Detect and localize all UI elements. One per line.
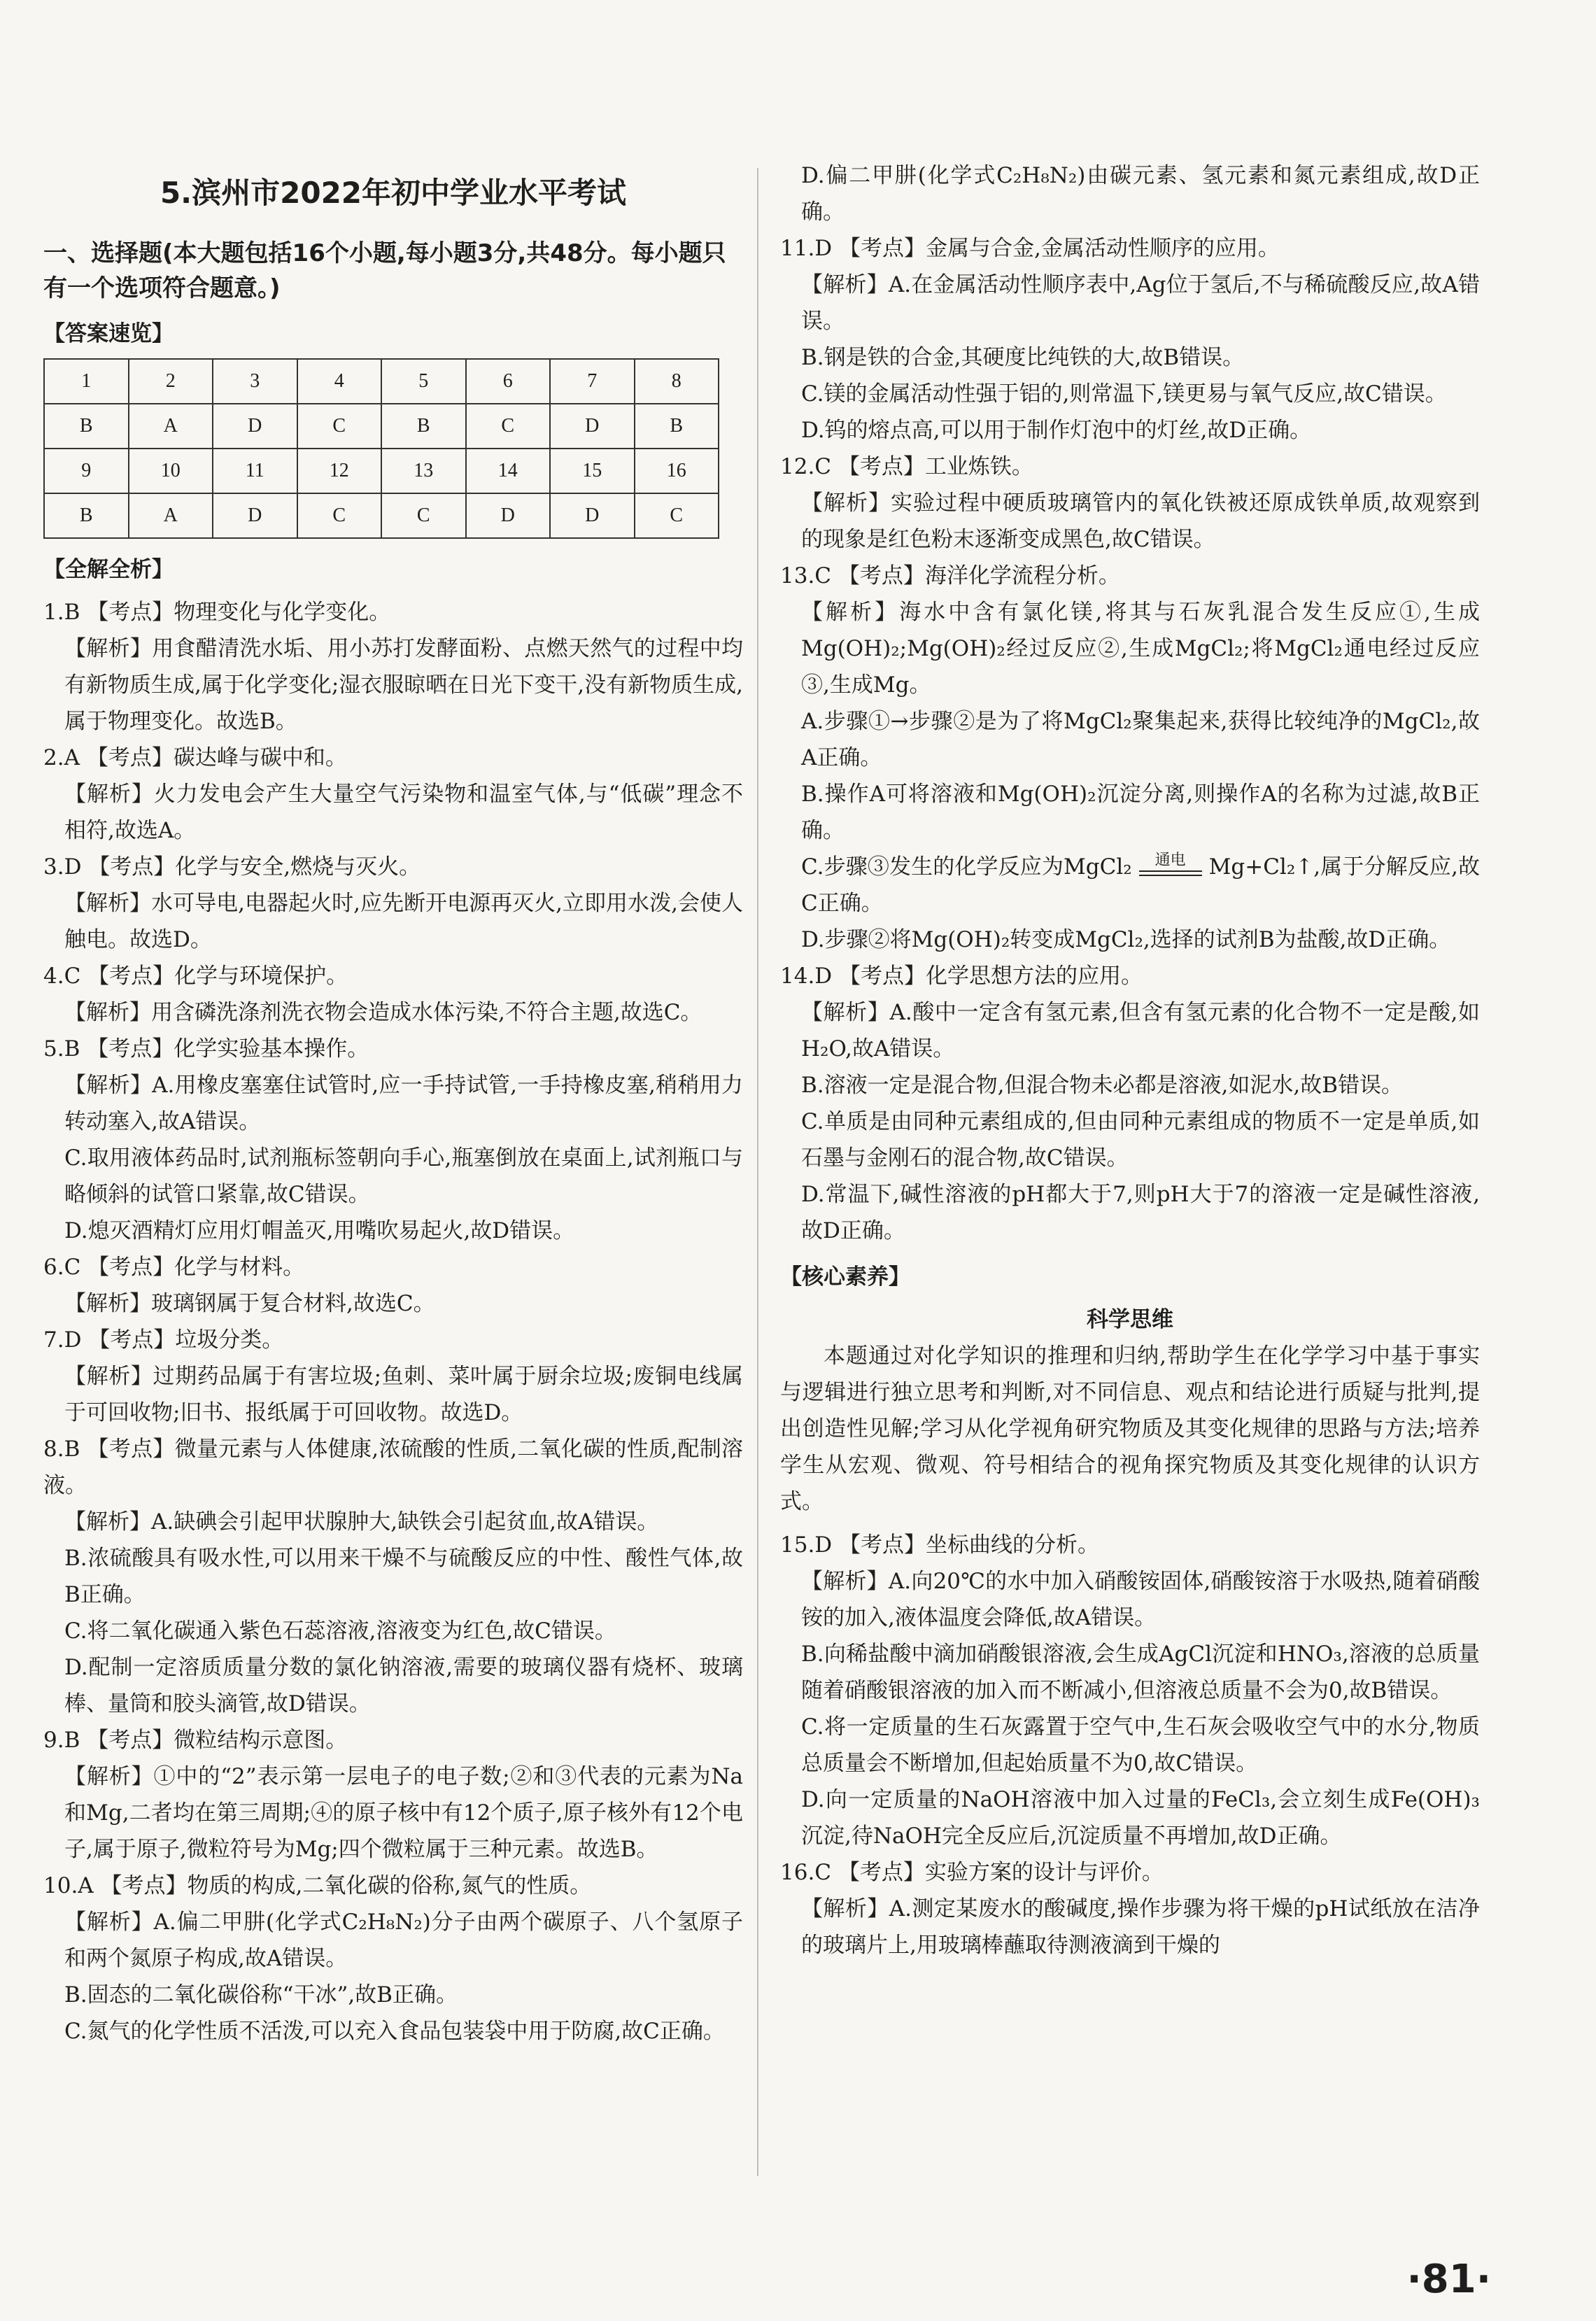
analysis-text: B.浓硫酸具有吸水性,可以用来干燥不与硫酸反应的中性、酸性气体,故B正确。 [64,1546,743,1607]
analysis-text: 【解析】A.缺碘会引起甲状腺肿大,缺铁会引起贫血,故A错误。 [64,1509,659,1535]
answer-row [44,493,719,538]
analysis-text: 【解析】A.向20℃的水中加入硝酸铵固体,硝酸铵溶于水吸热,随着硝酸铵的加入,液体温度会降低,故A错误。 [801,1569,1480,1630]
answer-cell: C [297,493,382,538]
answer-cell: 2 [129,359,213,404]
answer-cell: 7 [550,359,635,404]
core-literacy-tag: 【核心素养】 [780,1264,910,1290]
question-heading: 6.C 【考点】化学与材料。 [43,1255,305,1280]
analysis-text: D.常温下,碱性溶液的pH都大于7,则pH大于7的溶液一定是碱性溶液,故D正确。 [801,1182,1480,1243]
answer-cell: 8 [635,359,719,404]
answer-overview-tag: 【答案速览】 [43,321,174,346]
question-heading: 9.B 【考点】微粒结构示意图。 [43,1728,348,1753]
answer-cell: D [550,404,635,449]
answer-cell: 12 [297,449,382,493]
exam-title: 5.滨州市2022年初中学业水平考试 [160,176,627,210]
answer-cell: C [297,404,382,449]
analysis-text: D.向一定质量的NaOH溶液中加入过量的FeCl₃,会立刻生成Fe(OH)₃沉淀,待NaOH完全反应后,沉淀质量不再增加,故D正确。 [801,1787,1480,1849]
analysis-text: D.钨的熔点高,可以用于制作灯泡中的灯丝,故D正确。 [801,418,1312,443]
answer-cell: 16 [635,449,719,493]
answer-cell: B [381,404,466,449]
analysis-text: 【解析】过期药品属于有害垃圾;鱼刺、菜叶属于厨余垃圾;废铜电线属于可回收物;旧书、报纸属于可回收物。故选D。 [64,1364,743,1425]
question-heading: 15.D 【考点】坐标曲线的分析。 [780,1532,1100,1558]
full-analysis-tag: 【全解全析】 [43,557,174,582]
answer-row [44,449,719,493]
analysis-text: 【解析】A.偏二甲肼(化学式C₂H₈N₂)分子由两个碳原子、八个氢原子和两个氮原子构成,故A错误。 [64,1910,743,1971]
analysis-text: 【解析】实验过程中硬质玻璃管内的氧化铁被还原成铁单质,故观察到的现象是红色粉末逐渐变成黑色,故C错误。 [801,491,1480,552]
question-heading: 10.A 【考点】物质的构成,二氧化碳的俗称,氮气的性质。 [43,1873,592,1898]
answer-cell: 6 [466,359,551,404]
answer-cell: 14 [466,449,551,493]
reaction-arrow [1139,852,1202,884]
core-title: 科学思维 [1087,1307,1173,1332]
analysis-text: 【解析】A.在金属活动性顺序表中,Ag位于氢后,不与稀硫酸反应,故A错误。 [801,272,1480,334]
answer-cell: 4 [297,359,382,404]
question-heading: 14.D 【考点】化学思想方法的应用。 [780,964,1143,989]
right-analysis-c [780,1527,1480,1963]
answer-cell: 13 [381,449,466,493]
question-heading: 4.C 【考点】化学与环境保护。 [43,964,348,989]
analysis-text: C.将二氧化碳通入紫色石蕊溶液,溶液变为红色,故C错误。 [64,1618,616,1644]
analysis-text: 【解析】海水中含有氯化镁,将其与石灰乳混合发生反应①,生成Mg(OH)₂;Mg(OH)₂经过反应②,生成MgCl₂;将MgCl₂通电经过反应③,生成Mg。 [801,600,1480,698]
answer-cell: D [213,493,297,538]
answer-cell: B [635,404,719,449]
answer-cell: 9 [44,449,129,493]
answer-cell: D [466,493,551,538]
analysis-text: B.钢是铁的合金,其硬度比纯铁的大,故B错误。 [801,345,1245,370]
question-heading: 8.B 【考点】微量元素与人体健康,浓硫酸的性质,二氧化碳的性质,配制溶液。 [43,1437,743,1498]
right-column [780,157,1480,1963]
analysis-text: B.向稀盐酸中滴加硝酸银溶液,会生成AgCl沉淀和HNO₃,溶液的总质量随着硝酸银溶液的加入而不断减小,但溶液总质量不会为0,故B错误。 [801,1642,1480,1703]
analysis-text: 【解析】用食醋清洗水垢、用小苏打发酵面粉、点燃天然气的过程中均有新物质生成,属于化学变化;湿衣服晾晒在日光下变干,没有新物质生成,属于物理变化。故选B。 [64,636,744,734]
analysis-text: 【解析】火力发电会产生大量空气污染物和温室气体,与“低碳”理念不相符,故选A。 [64,782,743,843]
analysis-text: B.固态的二氧化碳俗称“干冰”,故B正确。 [64,1982,458,2008]
answer-cell: 5 [381,359,466,404]
question-heading: 5.B 【考点】化学实验基本操作。 [43,1036,369,1061]
analysis-text: C.将一定质量的生石灰露置于空气中,生石灰会吸收空气中的水分,物质总质量会不断增加,但起始质量不为0,故C错误。 [801,1714,1480,1776]
analysis-text: D.步骤②将Mg(OH)₂转变成MgCl₂,选择的试剂B为盐酸,故D正确。 [801,927,1451,952]
analysis-text: 【解析】A.酸中一定含有氢元素,但含有氢元素的化合物不一定是酸,如H₂O,故A错误。 [801,1000,1480,1061]
right-analysis-a [780,157,1480,849]
page-number: ·81· [1406,2257,1491,2302]
question-heading: 1.B 【考点】物理变化与化学变化。 [43,600,391,625]
answer-cell: 1 [44,359,129,404]
answer-cell: 15 [550,449,635,493]
answer-table [43,358,719,539]
analysis-text: B.溶液一定是混合物,但混合物未必都是溶液,如泥水,故B错误。 [801,1073,1403,1098]
analysis-text: D.配制一定溶质质量分数的氯化钠溶液,需要的玻璃仪器有烧杯、玻璃棒、量筒和胶头滴管,故D错误。 [64,1655,743,1716]
question-heading: 16.C 【考点】实验方案的设计与评价。 [780,1860,1164,1885]
answer-cell: D [213,404,297,449]
question-heading: 2.A 【考点】碳达峰与碳中和。 [43,745,347,770]
question-heading: 13.C 【考点】海洋化学流程分析。 [780,563,1120,588]
answer-cell: C [381,493,466,538]
answer-row [44,359,719,404]
analysis-text: 【解析】水可导电,电器起火时,应先断开电源再灭火,立即用水泼,会使人触电。故选D。 [64,891,743,952]
analysis-text: A.步骤①→步骤②是为了将MgCl₂聚集起来,获得比较纯净的MgCl₂,故A正确。 [801,709,1480,770]
answer-cell: C [635,493,719,538]
analysis-text: 【解析】A.用橡皮塞塞住试管时,应一手持试管,一手持橡皮塞,稍稍用力转动塞入,故A错误。 [64,1073,743,1134]
equation-line: C.步骤③发生的化学反应为MgCl₂ 通电 Mg+Cl₂↑,属于分解反应,故C正确。 [801,851,1480,916]
analysis-text: 【解析】①中的“2”表示第一层电子的电子数;②和③代表的元素为Na和Mg,二者均在第三周期;④的原子核中有12个质子,原子核外有12个电子,属于原子,微粒符号为Mg;四个微粒属于三种元素。故选B。 [64,1764,743,1862]
question-heading: 7.D 【考点】垃圾分类。 [43,1327,284,1353]
analysis-text: B.操作A可将溶液和Mg(OH)₂沉淀分离,则操作A的名称为过滤,故B正确。 [801,782,1480,843]
left-analysis [43,594,743,2050]
analysis-text: D.熄灭酒精灯应用灯帽盖灭,用嘴吹易起火,故D错误。 [64,1218,575,1243]
answer-cell: A [129,404,213,449]
answer-cell: C [466,404,551,449]
answer-cell: A [129,493,213,538]
analysis-text: C.单质是由同种元素组成的,但由同种元素组成的物质不一定是单质,如石墨与金刚石的混合物,故C错误。 [801,1109,1480,1171]
answer-row [44,404,719,449]
question-heading: 12.C 【考点】工业炼铁。 [780,454,1033,479]
answer-cell: B [44,404,129,449]
core-text: 本题通过对化学知识的推理和归纳,帮助学生在化学学习中基于事实与逻辑进行独立思考和判断,对不同信息、观点和结论进行质疑与批判,提出创造性见解;学习从化学视角研究物质及其变化规律的思路与方法;培养学生从宏观、微观、符号相结合的视角探究物质及其变化规律的认识方式。 [780,1343,1480,1514]
analysis-text: C.氮气的化学性质不活泼,可以充入食品包装袋中用于防腐,故C正确。 [64,2019,725,2044]
answer-cell: B [44,493,129,538]
answer-cell: 11 [213,449,297,493]
reaction-condition: 通电 [1154,851,1186,869]
analysis-text: C.镁的金属活动性强于铝的,则常温下,镁更易与氧气反应,故C错误。 [801,381,1447,407]
right-analysis-b [780,922,1480,1249]
analysis-text: 【解析】用含磷洗涤剂洗衣物会造成水体污染,不符合主题,故选C。 [64,1000,702,1025]
question-heading: 11.D 【考点】金属与合金,金属活动性顺序的应用。 [780,236,1280,261]
analysis-text: 【解析】玻璃钢属于复合材料,故选C。 [64,1291,435,1316]
answer-cell: 3 [213,359,297,404]
analysis-text: D.偏二甲肼(化学式C₂H₈N₂)由碳元素、氢元素和氮元素组成,故D正确。 [801,163,1480,225]
answer-cell: 10 [129,449,213,493]
left-column [43,157,743,2050]
column-divider [757,168,758,2176]
section-heading: 一、选择题(本大题包括16个小题,每小题3分,共48分。每小题只有一个选项符合题意。) [43,239,726,302]
answer-cell: D [550,493,635,538]
analysis-text: C.取用液体药品时,试剂瓶标签朝向手心,瓶塞倒放在桌面上,试剂瓶口与略倾斜的试管口紧靠,故C错误。 [64,1145,743,1207]
analysis-text: 【解析】A.测定某废水的酸碱度,操作步骤为将干燥的pH试纸放在洁净的玻璃片上,用玻璃棒蘸取待测液滴到干燥的 [801,1896,1480,1958]
question-heading: 3.D 【考点】化学与安全,燃烧与灭火。 [43,854,421,880]
